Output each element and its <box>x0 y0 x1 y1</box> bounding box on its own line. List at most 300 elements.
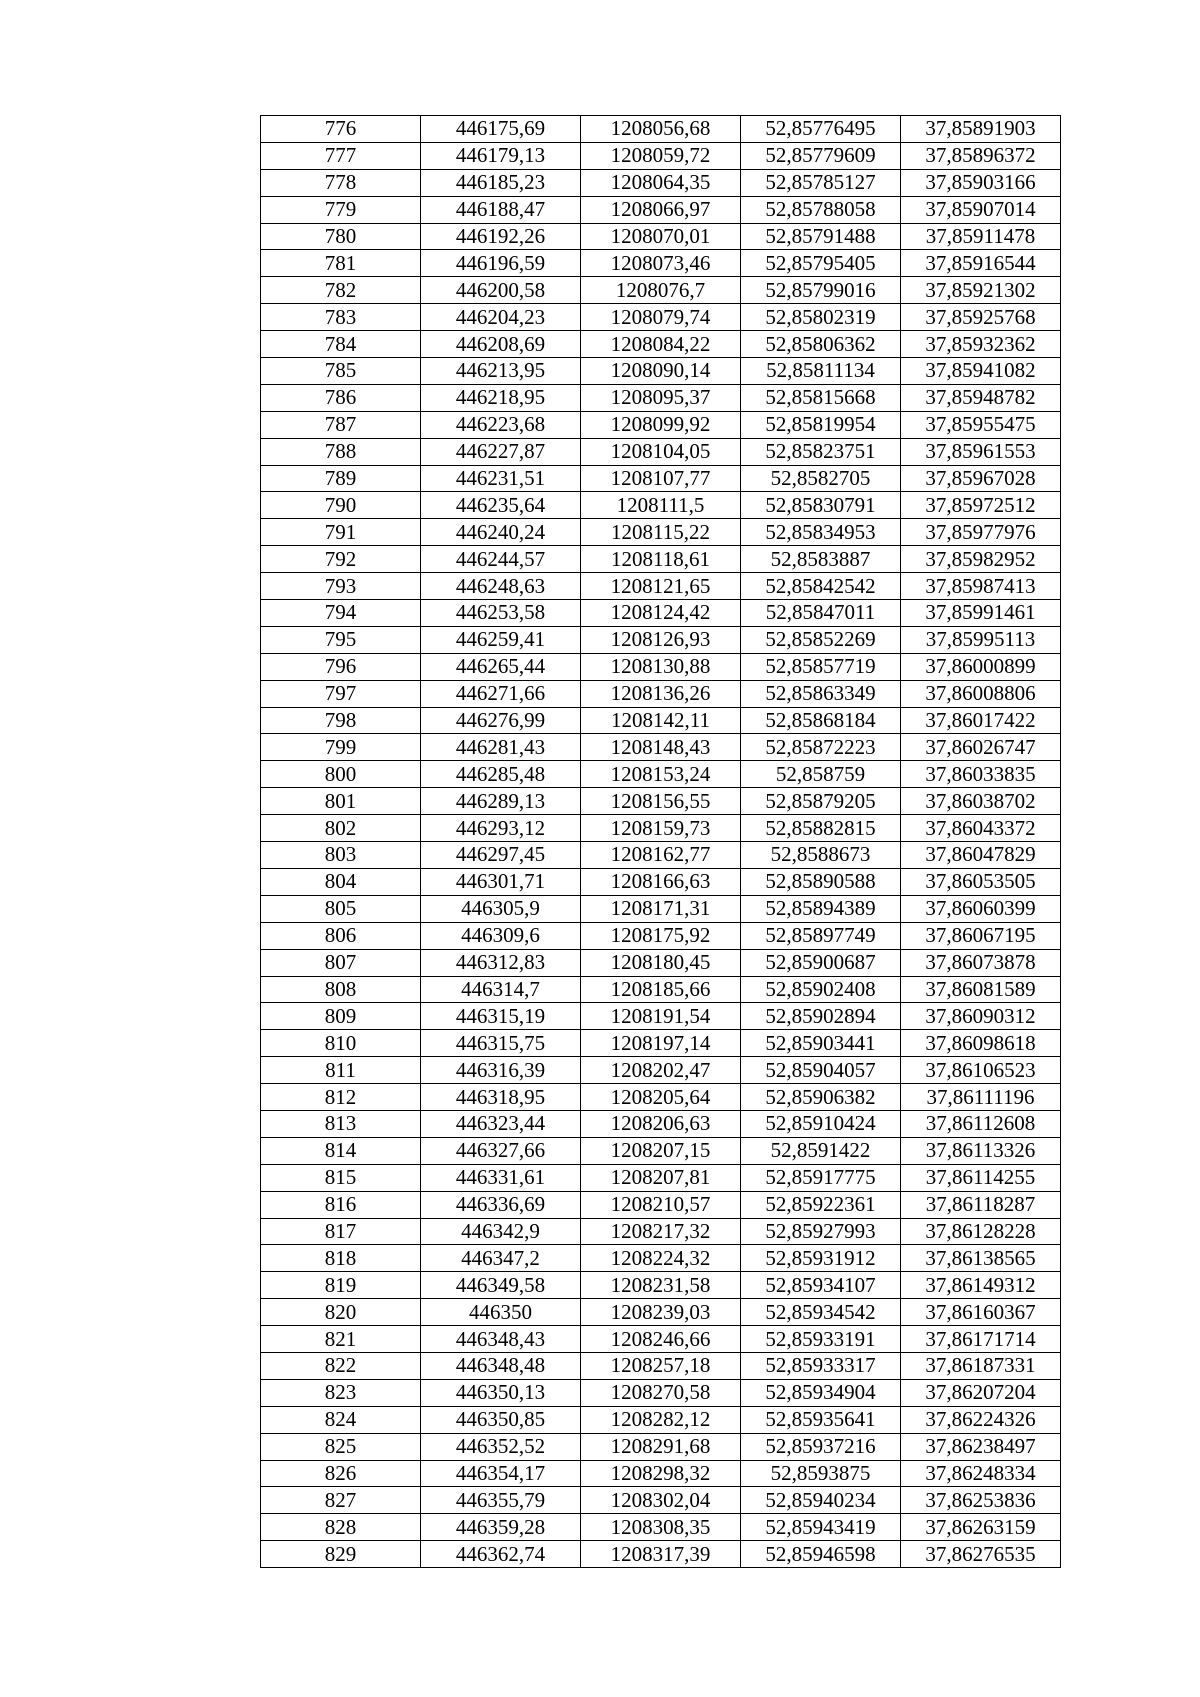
y-coordinate-cell: 1208115,22 <box>581 519 741 546</box>
latitude-cell: 52,85917775 <box>741 1164 901 1191</box>
longitude-cell: 37,86171714 <box>901 1326 1061 1353</box>
longitude-cell: 37,86224326 <box>901 1406 1061 1433</box>
point-number-cell: 827 <box>261 1487 421 1514</box>
y-coordinate-cell: 1208090,14 <box>581 358 741 385</box>
latitude-cell: 52,85785127 <box>741 169 901 196</box>
table-row <box>261 1326 1061 1353</box>
longitude-cell: 37,86026747 <box>901 734 1061 761</box>
latitude-cell: 52,85902894 <box>741 1003 901 1030</box>
y-coordinate-cell: 1208076,7 <box>581 277 741 304</box>
longitude-cell: 37,86017422 <box>901 707 1061 734</box>
x-coordinate-cell: 446348,48 <box>421 1352 581 1379</box>
x-coordinate-cell: 446271,66 <box>421 680 581 707</box>
latitude-cell: 52,85890588 <box>741 868 901 895</box>
y-coordinate-cell: 1208111,5 <box>581 492 741 519</box>
x-coordinate-cell: 446253,58 <box>421 600 581 627</box>
x-coordinate-cell: 446223,68 <box>421 411 581 438</box>
latitude-cell: 52,85937216 <box>741 1433 901 1460</box>
point-number-cell: 791 <box>261 519 421 546</box>
latitude-cell: 52,85935641 <box>741 1406 901 1433</box>
table-row <box>261 1487 1061 1514</box>
longitude-cell: 37,85995113 <box>901 626 1061 653</box>
x-coordinate-cell: 446240,24 <box>421 519 581 546</box>
table-row <box>261 492 1061 519</box>
y-coordinate-cell: 1208121,65 <box>581 573 741 600</box>
point-number-cell: 809 <box>261 1003 421 1030</box>
latitude-cell: 52,85776495 <box>741 116 901 143</box>
y-coordinate-cell: 1208217,32 <box>581 1218 741 1245</box>
table-row <box>261 384 1061 411</box>
latitude-cell: 52,85815668 <box>741 384 901 411</box>
x-coordinate-cell: 446213,95 <box>421 358 581 385</box>
longitude-cell: 37,86008806 <box>901 680 1061 707</box>
latitude-cell: 52,85931912 <box>741 1245 901 1272</box>
table-row <box>261 465 1061 492</box>
latitude-cell: 52,85802319 <box>741 304 901 331</box>
x-coordinate-cell: 446185,23 <box>421 169 581 196</box>
coordinates-table-body <box>261 116 1061 1568</box>
table-row <box>261 788 1061 815</box>
latitude-cell: 52,85788058 <box>741 196 901 223</box>
latitude-cell: 52,85842542 <box>741 573 901 600</box>
latitude-cell: 52,85882815 <box>741 815 901 842</box>
y-coordinate-cell: 1208056,68 <box>581 116 741 143</box>
longitude-cell: 37,86047829 <box>901 842 1061 869</box>
x-coordinate-cell: 446362,74 <box>421 1541 581 1568</box>
longitude-cell: 37,86128228 <box>901 1218 1061 1245</box>
x-coordinate-cell: 446350 <box>421 1299 581 1326</box>
point-number-cell: 798 <box>261 707 421 734</box>
y-coordinate-cell: 1208126,93 <box>581 626 741 653</box>
table-row <box>261 1299 1061 1326</box>
table-row <box>261 976 1061 1003</box>
point-number-cell: 790 <box>261 492 421 519</box>
y-coordinate-cell: 1208246,66 <box>581 1326 741 1353</box>
x-coordinate-cell: 446196,59 <box>421 250 581 277</box>
latitude-cell: 52,85823751 <box>741 438 901 465</box>
point-number-cell: 807 <box>261 949 421 976</box>
point-number-cell: 811 <box>261 1057 421 1084</box>
table-row <box>261 1272 1061 1299</box>
longitude-cell: 37,85921302 <box>901 277 1061 304</box>
point-number-cell: 804 <box>261 868 421 895</box>
x-coordinate-cell: 446354,17 <box>421 1460 581 1487</box>
point-number-cell: 796 <box>261 653 421 680</box>
x-coordinate-cell: 446188,47 <box>421 196 581 223</box>
point-number-cell: 793 <box>261 573 421 600</box>
y-coordinate-cell: 1208148,43 <box>581 734 741 761</box>
x-coordinate-cell: 446359,28 <box>421 1514 581 1541</box>
latitude-cell: 52,8591422 <box>741 1137 901 1164</box>
point-number-cell: 787 <box>261 411 421 438</box>
coordinates-table <box>260 115 1061 1568</box>
latitude-cell: 52,85904057 <box>741 1057 901 1084</box>
latitude-cell: 52,85943419 <box>741 1514 901 1541</box>
longitude-cell: 37,86253836 <box>901 1487 1061 1514</box>
longitude-cell: 37,86138565 <box>901 1245 1061 1272</box>
x-coordinate-cell: 446265,44 <box>421 653 581 680</box>
x-coordinate-cell: 446336,69 <box>421 1191 581 1218</box>
longitude-cell: 37,85903166 <box>901 169 1061 196</box>
x-coordinate-cell: 446218,95 <box>421 384 581 411</box>
table-row <box>261 358 1061 385</box>
latitude-cell: 52,85799016 <box>741 277 901 304</box>
longitude-cell: 37,86160367 <box>901 1299 1061 1326</box>
point-number-cell: 808 <box>261 976 421 1003</box>
x-coordinate-cell: 446175,69 <box>421 116 581 143</box>
table-row <box>261 922 1061 949</box>
table-row <box>261 223 1061 250</box>
longitude-cell: 37,86073878 <box>901 949 1061 976</box>
y-coordinate-cell: 1208079,74 <box>581 304 741 331</box>
latitude-cell: 52,85811134 <box>741 358 901 385</box>
y-coordinate-cell: 1208124,42 <box>581 600 741 627</box>
table-row <box>261 868 1061 895</box>
longitude-cell: 37,86248334 <box>901 1460 1061 1487</box>
point-number-cell: 777 <box>261 142 421 169</box>
latitude-cell: 52,85819954 <box>741 411 901 438</box>
longitude-cell: 37,85911478 <box>901 223 1061 250</box>
point-number-cell: 829 <box>261 1541 421 1568</box>
latitude-cell: 52,85903441 <box>741 1030 901 1057</box>
point-number-cell: 799 <box>261 734 421 761</box>
table-row <box>261 1379 1061 1406</box>
y-coordinate-cell: 1208156,55 <box>581 788 741 815</box>
y-coordinate-cell: 1208064,35 <box>581 169 741 196</box>
point-number-cell: 801 <box>261 788 421 815</box>
y-coordinate-cell: 1208159,73 <box>581 815 741 842</box>
x-coordinate-cell: 446235,64 <box>421 492 581 519</box>
latitude-cell: 52,8588673 <box>741 842 901 869</box>
longitude-cell: 37,86000899 <box>901 653 1061 680</box>
latitude-cell: 52,85934107 <box>741 1272 901 1299</box>
x-coordinate-cell: 446301,71 <box>421 868 581 895</box>
y-coordinate-cell: 1208104,05 <box>581 438 741 465</box>
table-row <box>261 1110 1061 1137</box>
longitude-cell: 37,86276535 <box>901 1541 1061 1568</box>
y-coordinate-cell: 1208191,54 <box>581 1003 741 1030</box>
point-number-cell: 821 <box>261 1326 421 1353</box>
x-coordinate-cell: 446276,99 <box>421 707 581 734</box>
y-coordinate-cell: 1208207,81 <box>581 1164 741 1191</box>
point-number-cell: 814 <box>261 1137 421 1164</box>
x-coordinate-cell: 446347,2 <box>421 1245 581 1272</box>
table-row <box>261 411 1061 438</box>
x-coordinate-cell: 446350,85 <box>421 1406 581 1433</box>
y-coordinate-cell: 1208302,04 <box>581 1487 741 1514</box>
point-number-cell: 816 <box>261 1191 421 1218</box>
x-coordinate-cell: 446348,43 <box>421 1326 581 1353</box>
x-coordinate-cell: 446244,57 <box>421 546 581 573</box>
y-coordinate-cell: 1208171,31 <box>581 895 741 922</box>
y-coordinate-cell: 1208205,64 <box>581 1084 741 1111</box>
longitude-cell: 37,86053505 <box>901 868 1061 895</box>
point-number-cell: 778 <box>261 169 421 196</box>
x-coordinate-cell: 446314,7 <box>421 976 581 1003</box>
x-coordinate-cell: 446248,63 <box>421 573 581 600</box>
x-coordinate-cell: 446297,45 <box>421 842 581 869</box>
y-coordinate-cell: 1208099,92 <box>581 411 741 438</box>
longitude-cell: 37,86149312 <box>901 1272 1061 1299</box>
y-coordinate-cell: 1208136,26 <box>581 680 741 707</box>
table-row <box>261 895 1061 922</box>
x-coordinate-cell: 446289,13 <box>421 788 581 815</box>
latitude-cell: 52,85779609 <box>741 142 901 169</box>
y-coordinate-cell: 1208206,63 <box>581 1110 741 1137</box>
table-row <box>261 169 1061 196</box>
y-coordinate-cell: 1208118,61 <box>581 546 741 573</box>
point-number-cell: 794 <box>261 600 421 627</box>
longitude-cell: 37,86207204 <box>901 1379 1061 1406</box>
x-coordinate-cell: 446350,13 <box>421 1379 581 1406</box>
table-row <box>261 1406 1061 1433</box>
y-coordinate-cell: 1208202,47 <box>581 1057 741 1084</box>
latitude-cell: 52,85830791 <box>741 492 901 519</box>
y-coordinate-cell: 1208298,32 <box>581 1460 741 1487</box>
y-coordinate-cell: 1208180,45 <box>581 949 741 976</box>
point-number-cell: 812 <box>261 1084 421 1111</box>
latitude-cell: 52,85934904 <box>741 1379 901 1406</box>
longitude-cell: 37,85925768 <box>901 304 1061 331</box>
table-row <box>261 1514 1061 1541</box>
latitude-cell: 52,8582705 <box>741 465 901 492</box>
point-number-cell: 780 <box>261 223 421 250</box>
latitude-cell: 52,85894389 <box>741 895 901 922</box>
x-coordinate-cell: 446315,19 <box>421 1003 581 1030</box>
y-coordinate-cell: 1208175,92 <box>581 922 741 949</box>
x-coordinate-cell: 446318,95 <box>421 1084 581 1111</box>
y-coordinate-cell: 1208224,32 <box>581 1245 741 1272</box>
table-row <box>261 250 1061 277</box>
point-number-cell: 817 <box>261 1218 421 1245</box>
y-coordinate-cell: 1208231,58 <box>581 1272 741 1299</box>
point-number-cell: 819 <box>261 1272 421 1299</box>
y-coordinate-cell: 1208317,39 <box>581 1541 741 1568</box>
point-number-cell: 810 <box>261 1030 421 1057</box>
y-coordinate-cell: 1208257,18 <box>581 1352 741 1379</box>
x-coordinate-cell: 446312,83 <box>421 949 581 976</box>
table-row <box>261 949 1061 976</box>
y-coordinate-cell: 1208185,66 <box>581 976 741 1003</box>
longitude-cell: 37,86114255 <box>901 1164 1061 1191</box>
y-coordinate-cell: 1208130,88 <box>581 653 741 680</box>
longitude-cell: 37,85896372 <box>901 142 1061 169</box>
point-number-cell: 823 <box>261 1379 421 1406</box>
latitude-cell: 52,8583887 <box>741 546 901 573</box>
longitude-cell: 37,85948782 <box>901 384 1061 411</box>
latitude-cell: 52,85847011 <box>741 600 901 627</box>
latitude-cell: 52,85795405 <box>741 250 901 277</box>
latitude-cell: 52,85933317 <box>741 1352 901 1379</box>
longitude-cell: 37,86263159 <box>901 1514 1061 1541</box>
table-row <box>261 519 1061 546</box>
point-number-cell: 826 <box>261 1460 421 1487</box>
table-row <box>261 761 1061 788</box>
point-number-cell: 786 <box>261 384 421 411</box>
latitude-cell: 52,85946598 <box>741 1541 901 1568</box>
y-coordinate-cell: 1208066,97 <box>581 196 741 223</box>
y-coordinate-cell: 1208059,72 <box>581 142 741 169</box>
x-coordinate-cell: 446192,26 <box>421 223 581 250</box>
longitude-cell: 37,85987413 <box>901 573 1061 600</box>
table-row <box>261 842 1061 869</box>
point-number-cell: 820 <box>261 1299 421 1326</box>
table-row <box>261 546 1061 573</box>
y-coordinate-cell: 1208308,35 <box>581 1514 741 1541</box>
latitude-cell: 52,8593875 <box>741 1460 901 1487</box>
table-row <box>261 1164 1061 1191</box>
latitude-cell: 52,85922361 <box>741 1191 901 1218</box>
latitude-cell: 52,85863349 <box>741 680 901 707</box>
point-number-cell: 776 <box>261 116 421 143</box>
longitude-cell: 37,85972512 <box>901 492 1061 519</box>
x-coordinate-cell: 446305,9 <box>421 895 581 922</box>
table-row <box>261 116 1061 143</box>
point-number-cell: 813 <box>261 1110 421 1137</box>
longitude-cell: 37,86118287 <box>901 1191 1061 1218</box>
y-coordinate-cell: 1208084,22 <box>581 331 741 358</box>
y-coordinate-cell: 1208282,12 <box>581 1406 741 1433</box>
longitude-cell: 37,86067195 <box>901 922 1061 949</box>
point-number-cell: 783 <box>261 304 421 331</box>
table-row <box>261 1541 1061 1568</box>
point-number-cell: 803 <box>261 842 421 869</box>
table-row <box>261 1030 1061 1057</box>
y-coordinate-cell: 1208107,77 <box>581 465 741 492</box>
point-number-cell: 797 <box>261 680 421 707</box>
y-coordinate-cell: 1208166,63 <box>581 868 741 895</box>
y-coordinate-cell: 1208073,46 <box>581 250 741 277</box>
x-coordinate-cell: 446327,66 <box>421 1137 581 1164</box>
longitude-cell: 37,85891903 <box>901 116 1061 143</box>
x-coordinate-cell: 446342,9 <box>421 1218 581 1245</box>
x-coordinate-cell: 446315,75 <box>421 1030 581 1057</box>
table-row <box>261 1084 1061 1111</box>
latitude-cell: 52,85868184 <box>741 707 901 734</box>
x-coordinate-cell: 446208,69 <box>421 331 581 358</box>
table-row <box>261 707 1061 734</box>
longitude-cell: 37,86098618 <box>901 1030 1061 1057</box>
point-number-cell: 802 <box>261 815 421 842</box>
table-row <box>261 1245 1061 1272</box>
table-row <box>261 277 1061 304</box>
y-coordinate-cell: 1208270,58 <box>581 1379 741 1406</box>
x-coordinate-cell: 446331,61 <box>421 1164 581 1191</box>
table-row <box>261 1003 1061 1030</box>
table-row <box>261 653 1061 680</box>
y-coordinate-cell: 1208291,68 <box>581 1433 741 1460</box>
table-row <box>261 626 1061 653</box>
point-number-cell: 800 <box>261 761 421 788</box>
longitude-cell: 37,86238497 <box>901 1433 1061 1460</box>
table-row <box>261 1433 1061 1460</box>
y-coordinate-cell: 1208197,14 <box>581 1030 741 1057</box>
latitude-cell: 52,85934542 <box>741 1299 901 1326</box>
point-number-cell: 824 <box>261 1406 421 1433</box>
y-coordinate-cell: 1208210,57 <box>581 1191 741 1218</box>
point-number-cell: 815 <box>261 1164 421 1191</box>
table-row <box>261 600 1061 627</box>
x-coordinate-cell: 446316,39 <box>421 1057 581 1084</box>
latitude-cell: 52,85834953 <box>741 519 901 546</box>
latitude-cell: 52,85927993 <box>741 1218 901 1245</box>
table-row <box>261 438 1061 465</box>
y-coordinate-cell: 1208162,77 <box>581 842 741 869</box>
longitude-cell: 37,86113326 <box>901 1137 1061 1164</box>
point-number-cell: 828 <box>261 1514 421 1541</box>
point-number-cell: 789 <box>261 465 421 492</box>
x-coordinate-cell: 446281,43 <box>421 734 581 761</box>
latitude-cell: 52,85900687 <box>741 949 901 976</box>
y-coordinate-cell: 1208142,11 <box>581 707 741 734</box>
x-coordinate-cell: 446227,87 <box>421 438 581 465</box>
y-coordinate-cell: 1208070,01 <box>581 223 741 250</box>
latitude-cell: 52,85897749 <box>741 922 901 949</box>
y-coordinate-cell: 1208207,15 <box>581 1137 741 1164</box>
x-coordinate-cell: 446323,44 <box>421 1110 581 1137</box>
x-coordinate-cell: 446285,48 <box>421 761 581 788</box>
point-number-cell: 805 <box>261 895 421 922</box>
table-row <box>261 1218 1061 1245</box>
longitude-cell: 37,85955475 <box>901 411 1061 438</box>
y-coordinate-cell: 1208095,37 <box>581 384 741 411</box>
point-number-cell: 779 <box>261 196 421 223</box>
x-coordinate-cell: 446293,12 <box>421 815 581 842</box>
x-coordinate-cell: 446200,58 <box>421 277 581 304</box>
point-number-cell: 785 <box>261 358 421 385</box>
table-row <box>261 142 1061 169</box>
longitude-cell: 37,86112608 <box>901 1110 1061 1137</box>
latitude-cell: 52,85879205 <box>741 788 901 815</box>
table-row <box>261 196 1061 223</box>
point-number-cell: 784 <box>261 331 421 358</box>
latitude-cell: 52,85906382 <box>741 1084 901 1111</box>
point-number-cell: 818 <box>261 1245 421 1272</box>
longitude-cell: 37,86038702 <box>901 788 1061 815</box>
longitude-cell: 37,85932362 <box>901 331 1061 358</box>
latitude-cell: 52,85852269 <box>741 626 901 653</box>
table-row <box>261 331 1061 358</box>
latitude-cell: 52,858759 <box>741 761 901 788</box>
longitude-cell: 37,85982952 <box>901 546 1061 573</box>
table-row <box>261 1057 1061 1084</box>
table-row <box>261 1460 1061 1487</box>
table-row <box>261 573 1061 600</box>
y-coordinate-cell: 1208239,03 <box>581 1299 741 1326</box>
longitude-cell: 37,85967028 <box>901 465 1061 492</box>
table-row <box>261 1137 1061 1164</box>
table-row <box>261 304 1061 331</box>
point-number-cell: 795 <box>261 626 421 653</box>
point-number-cell: 792 <box>261 546 421 573</box>
longitude-cell: 37,85907014 <box>901 196 1061 223</box>
x-coordinate-cell: 446204,23 <box>421 304 581 331</box>
x-coordinate-cell: 446352,52 <box>421 1433 581 1460</box>
latitude-cell: 52,85806362 <box>741 331 901 358</box>
point-number-cell: 788 <box>261 438 421 465</box>
longitude-cell: 37,86060399 <box>901 895 1061 922</box>
point-number-cell: 825 <box>261 1433 421 1460</box>
point-number-cell: 822 <box>261 1352 421 1379</box>
x-coordinate-cell: 446355,79 <box>421 1487 581 1514</box>
longitude-cell: 37,86187331 <box>901 1352 1061 1379</box>
latitude-cell: 52,85791488 <box>741 223 901 250</box>
longitude-cell: 37,86081589 <box>901 976 1061 1003</box>
x-coordinate-cell: 446259,41 <box>421 626 581 653</box>
latitude-cell: 52,85902408 <box>741 976 901 1003</box>
longitude-cell: 37,86033835 <box>901 761 1061 788</box>
point-number-cell: 781 <box>261 250 421 277</box>
